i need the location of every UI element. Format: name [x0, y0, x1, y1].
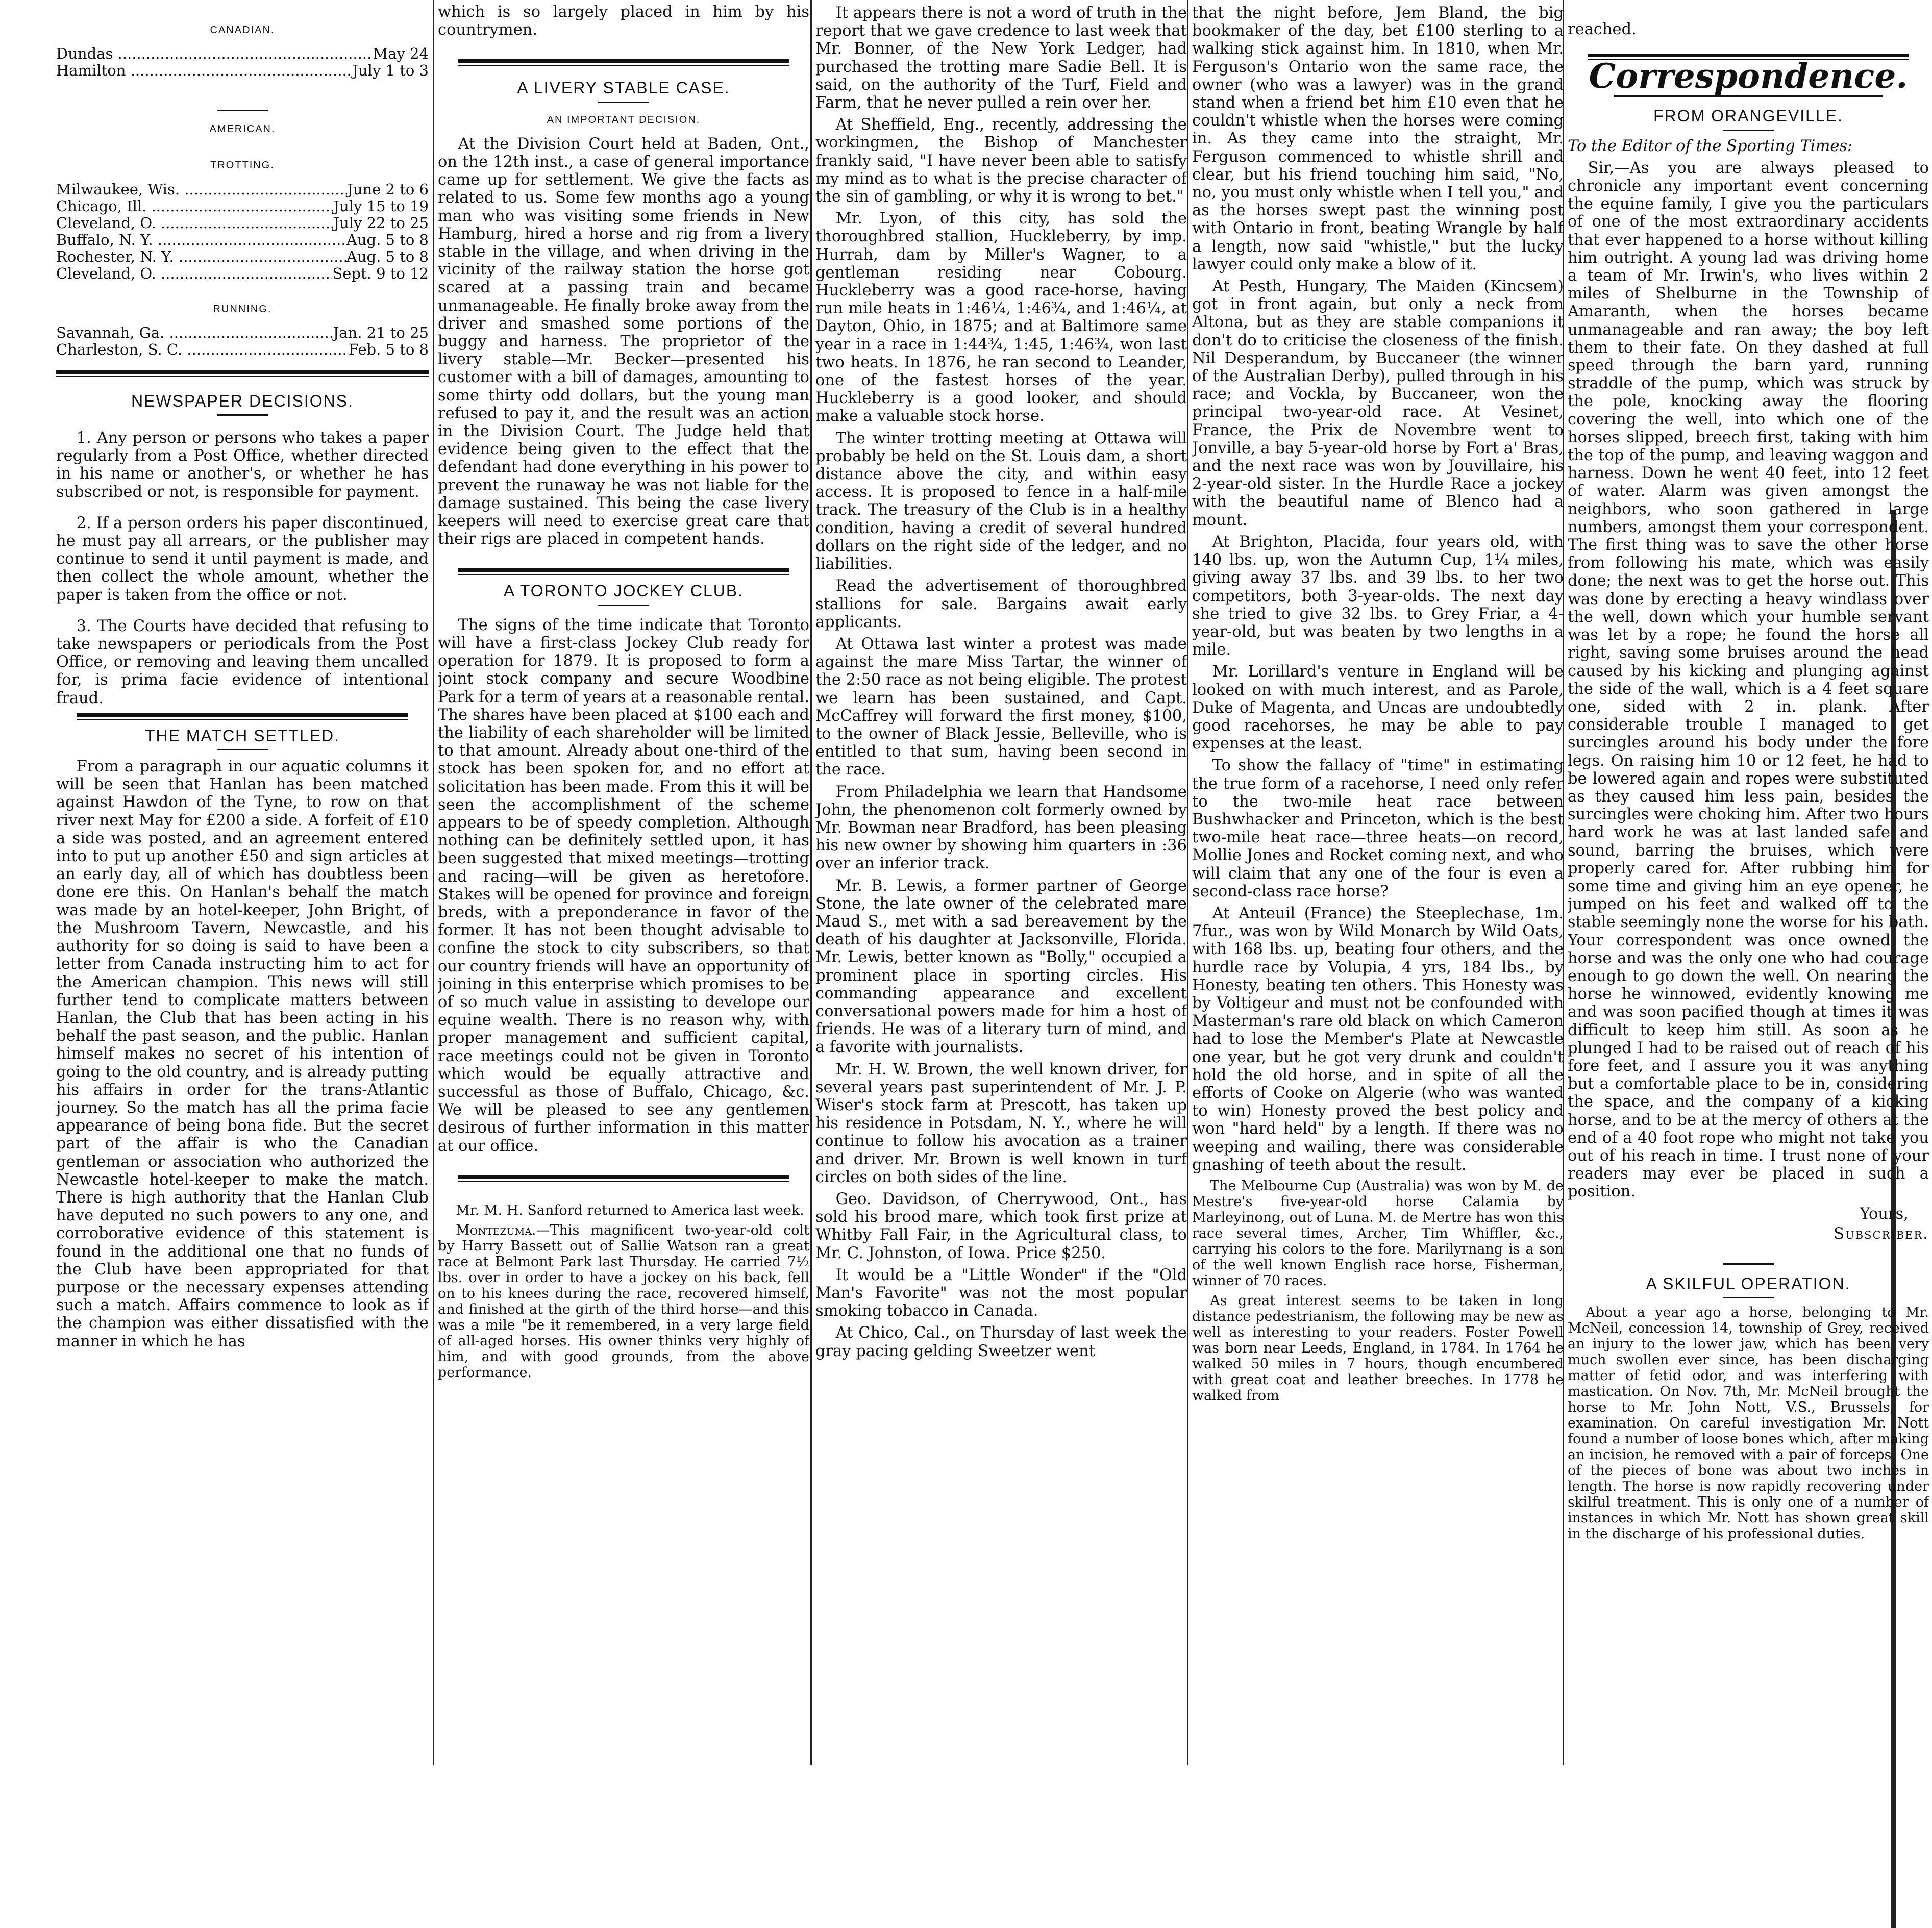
fixture-row: [56, 181, 429, 198]
paragraph: At Anteuil (France) the Steeplechase, 1m. 7fur., was won by Wild Monarch by Wild Oats, with 168 lbs. up, beating four others, and the hurdle race by Volupia, 4 yrs, 184 lbs., by Honesty, beating ten others. This Honesty was by Voltigeur and must not be confounded with Masterman's rare old black on which Cameron had to lose the Member's Plate at Newcastle one year, but he got very drunk and couldn't hold the old horse, and in spite of all the efforts of Cooke on Algerie (who was wanted to win) Honesty proved the best policy and won "hard held" by a length. If there was no weeping and wailing, there was considerable gnashing of teeth about the result.: [1192, 904, 1564, 1174]
paragraph: At Ottawa last winter a protest was made against the mare Miss Tartar, the winner of the 2:50 race as not being eligible. The protest we learn has been sustained, and Capt. McCaffrey will forward the first money, $100, to the owner of Black Jessie, Belleville, who is entitled to that sum, having been second in the race.: [815, 635, 1187, 779]
paragraph: Read the advertisement of thoroughbred stallions for sale. Bargains await early applicants.: [815, 577, 1187, 631]
fixture-row: [56, 341, 429, 358]
paragraph: 3. The Courts have decided that refusing to take newspapers or periodicals from the Post Office, or removing and leaving them uncalled for, is prima facie evidence of intentional fraud.: [56, 617, 429, 707]
paragraph: [438, 1222, 809, 1381]
subheading: AN IMPORTANT DECISION.: [547, 114, 701, 126]
paragraph: reached.: [1568, 20, 1637, 38]
paragraph: The winter trotting meeting at Ottawa will probably be held on the St. Louis dam, a short distance above the city, and within easy access. It is proposed to fence in a half-mile track. The treasury of the Club is in a healthy condition, having a credit of several hundred dollars on the right side of the ledger, and no liabilities.: [815, 429, 1187, 573]
double-rule: [458, 59, 789, 66]
paragraph: From a paragraph in our aquatic columns it will be seen that Hanlan has been matched against Hawdon of the Tyne, to row on that river next May for £200 a side. A forfeit of £10 a side was posted, and an agreement entered into to put up another £50 and sign articles at an early day, all of which has doubtless been done ere this. On Hanlan's behalf the match was made by an hotel-keeper, John Bright, of the Mushroom Tavern, Newcastle, and his authority for so doing is said to have been a letter from Canada instructing him to act for the American champion. This news will still further tend to complicate matters between Hanlan, the Club that has been acting in his behalf the past season, and the public. Hanlan himself makes no secret of his intention of going to the old country, and is already putting his affairs in order for the trans-Atlantic journey. So the match has all the prima facie appearance of being bona fide. But the secret part of the affair is who the Canadian gentleman or association who authorized the Newcastle hotel-keeper to make the match. There is high authority that the Hanlan Club have deputed no such powers to any one, and corroborative evidence of this statement is found in the additional one that no funds of the Club have been appropriated for that purpose or the necessary expenses attending such a match. Affairs commence to look as if the champion was either dissatisfied with the manner in which he has: [56, 758, 429, 1350]
fixture-date: Aug. 5 to 8: [346, 247, 429, 265]
column-4: [1192, 0, 1564, 1928]
headline: NEWSPAPER DECISIONS.: [131, 391, 354, 410]
paragraph: At Pesth, Hungary, The Maiden (Kincsem) got in front again, but only a neck from Altona, but as they are stable companions it don't do to criticise the closeness of the finish. Nil Desperandum, by Buccaneer (the winner of the Australian Derby), pulled through in his race; and Vockla, by Buccaneer, won the principal two-year-old race. At Vesinet, France, the Prix de Novembre went to Jonville, a bay 5-year-old horse by Fort a' Bras, and the next race was won by Jouvillaire, his 2-year-old sister. In the Hurdle Race a jockey with the beautiful name of Blenco had a mount.: [1192, 278, 1564, 529]
column-5: [1568, 0, 1929, 1928]
paragraph-text: —This magnificent two-year-old colt by Harry Bassett out of Sallie Watson ran a great race at Belmont Park last Thursday. He carried 7½ lbs. over in order to have a jockey on his back, fell on to his knees during the race, recovered himself, and finished at the girth of the third horse—and this was a mile "be it remembered, in a very large field of all-aged horses. His owner thinks very highly of him, and with good grounds, from the above performance.: [438, 1222, 809, 1381]
double-rule: [458, 568, 789, 575]
lead-word: Montezuma.: [456, 1222, 536, 1238]
column-2: [438, 0, 809, 1928]
paragraph: At the Division Court held at Baden, Ont., on the 12th inst., a case of general importance came up for settlement. We give the facts as related to us. Some few months ago a young man who was visiting some friends in New Hamburg, hired a horse and rig from a livery stable in the village, and when driving in the vicinity of the railway station the horse got scared at a passing train and became unmanageable. He finally broke away from the driver and smashed some portions of the buggy and harness. The proprietor of the livery stable—Mr. Becker—presented his customer with a bill of damages, amounting to some thirty odd dollars, but the young man refused to pay it, and the result was an action in the Division Court. The Judge held that evidence being given to the effect that the defendant had done everything in his power to prevent the runaway he was not liable for the damage sustained. This being the case livery keepers will need to exercise great care that their rigs are placed in competent hands.: [438, 135, 809, 548]
double-rule: [77, 713, 408, 720]
fixture-row: [56, 215, 429, 232]
signature: Subscriber.: [1834, 1224, 1929, 1243]
short-rule: [217, 749, 268, 750]
section-title: Correspondence.: [1589, 56, 1908, 96]
paragraph: that the night before, Jem Bland, the big bookmaker of the day, bet £100 sterling to a walking stick against him. In 1810, when Mr. Ferguson's Ontario won the same race, the owner (who was a lawyer) was in the grand stand when a friend bet him £10 even that he couldn't whistle when the horses were coming in. As they came into the straight, Mr. Ferguson commenced to whistle shrill and clear, but his friend touching him said, "No, no, you must only whistle when I tell you," and as the horses swept past the winning post with Ontario in front, beating Wrangle by half a length, now said "whistle," but the lucky lawyer could only make a blow of it.: [1192, 4, 1564, 273]
fixture-row: [56, 232, 429, 248]
section-heading: AMERICAN.: [209, 123, 276, 135]
paragraph: At Chico, Cal., on Thursday of last week the gray pacing gelding Sweetzer went: [815, 1324, 1187, 1360]
column-rule: [433, 0, 434, 1765]
fixture-place: Cleveland, O. .....: [56, 265, 332, 282]
headline: A SKILFUL OPERATION.: [1646, 1274, 1851, 1293]
short-rule: [1723, 1297, 1774, 1298]
headline: A LIVERY STABLE CASE.: [517, 79, 730, 97]
paragraph: Mr. M. H. Sanford returned to America last week.: [456, 1202, 804, 1218]
fixture-place: Rochester, N. Y. .....: [56, 248, 346, 265]
fixture-row: [56, 198, 429, 215]
column-1: [56, 0, 429, 1928]
short-rule: [217, 414, 268, 416]
fixture-place: Buffalo, N. Y. .....: [56, 232, 346, 248]
fixture-date: Sept. 9 to 12: [332, 264, 429, 282]
fixture-row: [56, 45, 429, 62]
fixture-date: July 22 to 25: [333, 214, 429, 232]
section-heading: CANADIAN.: [210, 24, 275, 36]
double-rule: [458, 1175, 789, 1182]
fixture-date: May 24: [373, 45, 429, 63]
fixture-place: Savannah, Ga. .....: [56, 324, 333, 341]
paragraph: 2. If a person orders his paper discontinued, he must pay all arrears, or the publisher may continue to send it until payment is made, and then collect the whole amount, whether the paper is taken from the office or not.: [56, 514, 429, 604]
paragraph: which is so largely placed in him by his countrymen.: [438, 3, 809, 39]
fixture-row: [56, 62, 429, 79]
paragraph: About a year ago a horse, belonging to Mr. McNeil, concession 14, township of Grey, received an injury to the lower jaw, which has been very much swollen ever since, has been discharging matter of fetid odor, and was interfering with mastication. On Nov. 7th, Mr. McNeil brought the horse to Mr. John Nott, V.S., Brussels, for examination. On careful investigation Mr. Nott found a number of loose bones which, after making an incision, he removed with a pair of forceps. One of the pieces of bone was about two inches in length. The horse is now rapidly recovering under skilful treatment. This is only one of a number of instances in which Mr. Nott has shown great skill in the discharge of his professional duties.: [1568, 1305, 1929, 1542]
paragraph: The Melbourne Cup (Australia) was won by M. de Mestre's five-year-old horse Calamia by Marleyinong, out of Luna. M. de Mertre has won this race several times, Archer, Tim Whiffler, &c., carrying his colors to the fore. Marilyrnang is a son of the well known English race horse, Fisherman, winner of 70 races.: [1192, 1178, 1564, 1289]
short-rule: [1723, 1263, 1774, 1265]
paragraph: As great interest seems to be taken in long distance pedestrianism, the following may be new as well as interesting to your readers. Foster Powell was born near Leeds, England, in 1784. In 1764 he walked 50 miles in 7 hours, though encumbered with great coat and leather breeches. In 1778 he walked from: [1192, 1293, 1564, 1404]
paragraph: Mr. Lorillard's venture in England will be looked on with much interest, and as Parole, Duke of Magenta, and Uncas are undoubtedly good racehorses, he may be able to pay expenses at the least.: [1192, 663, 1564, 753]
section-heading: RUNNING.: [213, 303, 272, 315]
fixture-date: July 1 to 3: [352, 62, 429, 80]
salutation: To the Editor of the Sporting Times:: [1568, 137, 1853, 155]
fixture-place: Charleston, S. C. .....: [56, 341, 349, 358]
paragraph: It appears there is not a word of truth in the report that we gave credence to last week that Mr. Bonner, of the New York Ledger, had purchased the trotting mare Sadie Bell. It is said, on the authority of the Turf, Field and Farm, that he never pulled a rein over her.: [815, 4, 1187, 112]
fixture-row: [56, 265, 429, 282]
headline: THE MATCH SETTLED.: [144, 726, 340, 745]
paragraph: To show the fallacy of "time" in estimating the true form of a racehorse, I need only refer to the two-mile heat race between Bushwhacker and Princeton, which is the best two-mile heat race—three heats—on record, Mollie Jones and Rocket coming next, and who will claim that any one of the four is even a second-class race horse?: [1192, 757, 1564, 900]
short-rule: [598, 605, 649, 606]
column-rule: [1187, 0, 1188, 1765]
section-heading: TROTTING.: [210, 160, 275, 171]
double-rule: [56, 370, 429, 377]
paragraph: At Brighton, Placida, four years old, with 140 lbs. up, won the Autumn Cup, 1¼ miles, giving away 37 lbs. and 39 lbs. to her two competitors, both 3-year-olds. The next day she tried to give 32 lbs. to Grey Friar, a 4-year-old, but was beaten by two lengths in a mile.: [1192, 533, 1564, 659]
paragraph: 1. Any person or persons who takes a paper regularly from a Post Office, whether directed in his name or another's, or whether he has subscribed or not, is responsible for payment.: [56, 429, 429, 501]
fixture-place: Cleveland, O. .....: [56, 215, 333, 232]
paragraph: Mr. H. W. Brown, the well known driver, for several years past superintendent of Mr. J. P. Wiser's stock farm at Prescott, has taken up his residence in Potsdam, N. Y., where he will continue to follow his avocation as a trainer and driver. Mr. Brown is well known in turf circles on both sides of the line.: [815, 1060, 1187, 1186]
paragraph: From Philadelphia we learn that Handsome John, the phenomenon colt formerly owned by Mr. Bowman near Bradford, has been pleasing his new owner by showing him quarters in :36 over an inferior track.: [815, 783, 1187, 873]
paragraph: The signs of the time indicate that Toronto will have a first-class Jockey Club ready for operation for 1879. It is proposed to form a joint stock company and secure Woodbine Park for a term of years at a reasonable rental. The shares have been placed at $100 each and the liability of each shareholder will be limited to that amount. Already about one-third of the stock has been spoken for, and no effort at solicitation has been made. From this it will be seen the accomplishment of the scheme appears to be of speedy completion. Although nothing can be definitely settled upon, it has been suggested that mixed meetings—trotting and racing—will be given as heretofore. Stakes will be opened for province and foreign breds, with a preponderance in favor of the former. It has not been thought advisable to confine the stock to city subscribers, so that our country friends will have an opportunity of joining in this enterprise which promises to be of so much value in assisting to develope our equine wealth. There is no reason why, with proper management and sufficient capital, race meetings could not be given in Toronto which would be equally attractive and successful as those of Buffalo, Chicago, &c. We will be pleased to see any gentlemen desirous of further information in this matter at our office.: [438, 616, 809, 1155]
fixture-date: July 15 to 19: [333, 197, 429, 215]
short-rule: [217, 110, 268, 111]
paragraph: Sir,—As you are always pleased to chronicle any important event concerning the equine family, I give you the particulars of one of the most extraordinary accidents that ever happened to a horse without killing him outright. A young lad was driving home a team of Mr. Irwin's, who lives within 2 miles of Shelburne in the Township of Amaranth, when the horses became unmanageable and ran away; the boy left them to their fate. On they dashed at full speed through the barn yard, running straddle of the pump, which was struck by the pole, knocking away the flooring covering the well, into which one of the horses slipped, breech first, taking with him the top of the pump, and leaving waggon and harness. Down he went 40 feet, into 12 feet of water. Alarm was given amongst the neighbors, who soon gathered in large numbers, amongst them your correspondent. The first thing was to save the other horse from following his mate, which was easily done; the next was to get the horse out. This was done by erecting a heavy windlass over the well, down which your humble servant was let by a rope; he found the horse all right, saving some bruises around the head caused by his kicking and plunging against the side of the wall, which is a 4 feet square one, sided with 2 in. plank. After considerable trouble I managed to get surcingles around his body under the fore legs. On raising him 10 or 12 feet, he had to be lowered again and ropes were substituted as they caused him less pain, besides the surcingles were choking him. After two hours hard work he was at last landed safe and sound, barring the bruises, which were properly cared for. After rubbing him for some time and giving him an eye opener, he jumped on his feet and walked off to the stable seemingly none the worse for his bath. Your correspondent was once owned the horse and was the only one who had courage enough to go down the well. On nearing the horse he winnowed, evidently knowing me and was soon pacified though at times it was difficult to keep him still. As soon as he plunged I had to be raised out of reach of his fore feet, and I assure you it was anything but a comfortable place to be in, considering the space, and the company of a kicking horse, and to be at the mercy of others at the end of a 40 foot rope who might not take you out of his reach in time. I trust none of your readers may ever be placed in such a position.: [1568, 159, 1929, 1201]
column-3: [815, 0, 1187, 1928]
short-rule: [598, 102, 649, 103]
fixture-date: Aug. 5 to 8: [346, 231, 429, 248]
fixture-place: Chicago, Ill. .....: [56, 198, 333, 215]
short-rule: [1723, 130, 1774, 131]
fixture-date: June 2 to 6: [347, 180, 429, 198]
fixture-date: Jan. 21 to 25: [333, 323, 429, 341]
fixture-row: [56, 248, 429, 265]
paragraph: Mr. Lyon, of this city, has sold the thoroughbred stallion, Huckleberry, by imp. Hurrah, dam by Miller's Wagner, to a gentleman residing near Cobourg. Huckleberry was a good race-horse, having run mile heats in 1:46¼, 1:46¾, and 1:46¼, at Dayton, Ohio, in 1875; and at Baltimore same year in a race in 1:44¾, 1:45, 1:46¾, won last two heats. In 1876, he ran second to Leander, one of the fastest horses of the year. Huckleberry is a good looker, and should make a valuable stock horse.: [815, 210, 1187, 425]
fixture-place: Hamilton .....: [56, 62, 352, 79]
paragraph: At Sheffield, Eng., recently, addressing the workingmen, the Bishop of Manchester frankly said, "I have never been able to satisfy my mind as to what is the precise character of the sin of gambling, or why it is wrong to bet.": [815, 116, 1187, 206]
headline: FROM ORANGEVILLE.: [1653, 107, 1843, 126]
headline: A TORONTO JOCKEY CLUB.: [503, 582, 744, 600]
fixture-row: [56, 324, 429, 341]
paragraph: It would be a "Little Wonder" if the "Old Man's Favorite" was not the most popular smoking tobacco in Canada.: [815, 1266, 1187, 1320]
fixture-date: Feb. 5 to 8: [348, 340, 429, 358]
paragraph: Geo. Davidson, of Cherrywood, Ont., has sold his brood mare, which took first prize at Whitby Fall Fair, in the Agricultural class, to Mr. C. Johnston, of Iowa. Price $250.: [815, 1190, 1187, 1262]
signoff: Yours,: [1860, 1205, 1909, 1223]
paragraph: Mr. B. Lewis, a former partner of George Stone, the late owner of the celebrated mare Maud S., met with a sad bereavement by the death of his daughter at Jacksonville, Florida. Mr. Lewis, better known as "Bolly," occupied a prominent place in sporting circles. His commanding appearance and excellent conversational powers made for him a host of friends. He was of a literary turn of mind, and a favorite with journalists.: [815, 877, 1187, 1057]
fixture-place: Milwaukee, Wis. .....: [56, 181, 347, 198]
column-rule: [810, 0, 812, 1765]
fixture-place: Dundas .....: [56, 45, 373, 62]
